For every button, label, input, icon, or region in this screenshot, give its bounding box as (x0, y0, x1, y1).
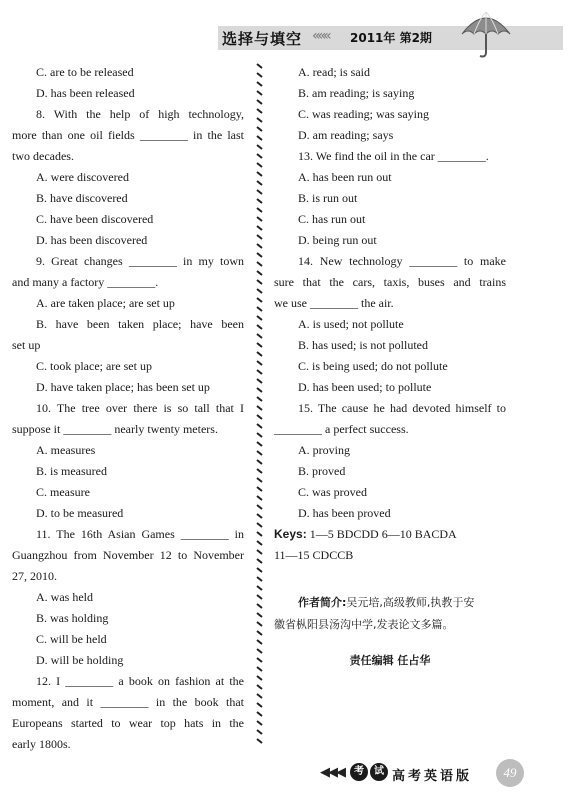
text-line: and many a factory ________. (12, 275, 159, 289)
text-line: A. measures (36, 443, 96, 457)
text-line: C. are to be released (36, 65, 134, 79)
text-line: B. have been taken place; have been (36, 317, 244, 331)
text-line: Guangzhou from November 12 to November (12, 548, 244, 562)
text-line: D. have taken place; has been set up (36, 380, 210, 394)
text-line: 12. I ________ a book on fashion at the (36, 674, 244, 688)
section-title: 选择与填空 (222, 30, 303, 48)
text-line: 8. With the help of high technology, (36, 107, 244, 121)
text-line: A. is used; not pollute (298, 317, 404, 331)
text-line: D. has been discovered (36, 233, 148, 247)
text-line: ________ a perfect success. (274, 422, 409, 436)
text-line: moment, and it ________ in the book that (12, 695, 244, 709)
issue-label: 2011年 第2期 (350, 31, 432, 45)
page-footer (320, 759, 560, 789)
text-line: more than one oil fields ________ in the last (12, 128, 244, 142)
text-line: B. have discovered (36, 191, 128, 205)
author-text-2: 徽省枞阳县汤沟中学,发表论文多篇。 (274, 618, 454, 631)
text-line: 13. We find the oil in the car ________. (298, 149, 489, 163)
text-line: D. am reading; says (298, 128, 394, 142)
text-line: D. has been released (36, 86, 135, 100)
text-line: B. am reading; is saying (298, 86, 415, 100)
text-line: C. was reading; was saying (298, 107, 429, 121)
text-line: C. took place; are set up (36, 359, 152, 373)
text-line: 10. The tree over there is so tall that I (36, 401, 244, 415)
text-line: A. was held (36, 590, 93, 604)
text-line: C. has run out (298, 212, 366, 226)
text-line: 27, 2010. (12, 569, 57, 583)
text-line: D. to be measured (36, 506, 124, 520)
text-line: B. proved (298, 464, 346, 478)
text-line: B. is run out (298, 191, 358, 205)
arrow-decoration: ◀◀◀ (320, 765, 344, 780)
text-line: 15. The cause he had devoted himself to (298, 401, 506, 415)
text-line: sure that the cars, taxis, buses and trains (274, 275, 506, 289)
text-line: D. will be holding (36, 653, 124, 667)
text-line: A. are taken place; are set up (36, 296, 175, 310)
page-number: 49 (496, 759, 524, 787)
badge-kao: 考 (350, 763, 368, 781)
left-column (12, 62, 244, 755)
responsible-editor: 责任编辑 任占华 (349, 654, 431, 667)
text-line: D. being run out (298, 233, 377, 247)
author-text-1: 吴元培,高级教师,执教于安 (346, 596, 475, 609)
badge-shi: 试 (370, 763, 388, 781)
text-line: B. is measured (36, 464, 107, 478)
text-line: 14. New technology ________ to make (298, 254, 506, 268)
text-line: C. will be held (36, 632, 107, 646)
text-line: B. has used; is not polluted (298, 338, 428, 352)
answer-keys (274, 524, 506, 545)
publication-name: 高考英语版 (392, 769, 473, 784)
keys-line-1: 1—5 BDCDD 6—10 BACDA (306, 527, 457, 541)
text-line: two decades. (12, 149, 74, 163)
author-label: 作者简介: (298, 596, 347, 609)
umbrella-icon (458, 8, 514, 60)
text-line: A. has been run out (298, 170, 392, 184)
keys-line-2: 11—15 CDCCB (274, 548, 354, 562)
text-line: C. measure (36, 485, 90, 499)
text-line: B. was holding (36, 611, 109, 625)
author-bio (274, 592, 506, 636)
column-divider (256, 62, 264, 748)
text-line: A. read; is said (298, 65, 370, 79)
text-line: A. were discovered (36, 170, 129, 184)
text-line: we use ________ the air. (274, 296, 394, 310)
keys-label: Keys: (274, 527, 307, 541)
text-line: C. have been discovered (36, 212, 154, 226)
text-line: C. was proved (298, 485, 367, 499)
text-line: set up (12, 338, 41, 352)
chevron-decoration: ««« (312, 28, 329, 44)
text-line: C. is being used; do not pollute (298, 359, 448, 373)
text-line: D. has been proved (298, 506, 391, 520)
text-line: Europeans started to wear top hats in the (12, 716, 244, 730)
text-line: D. has been used; to pollute (298, 380, 432, 394)
page-header (0, 18, 581, 58)
text-line: 11. The 16th Asian Games ________ in (36, 527, 244, 541)
text-line: 9. Great changes ________ in my town (36, 254, 244, 268)
right-column (274, 62, 506, 668)
text-line: suppose it ________ nearly twenty meters. (12, 422, 218, 436)
text-line: A. proving (298, 443, 350, 457)
text-line: early 1800s. (12, 737, 71, 751)
right-questions (274, 62, 506, 524)
